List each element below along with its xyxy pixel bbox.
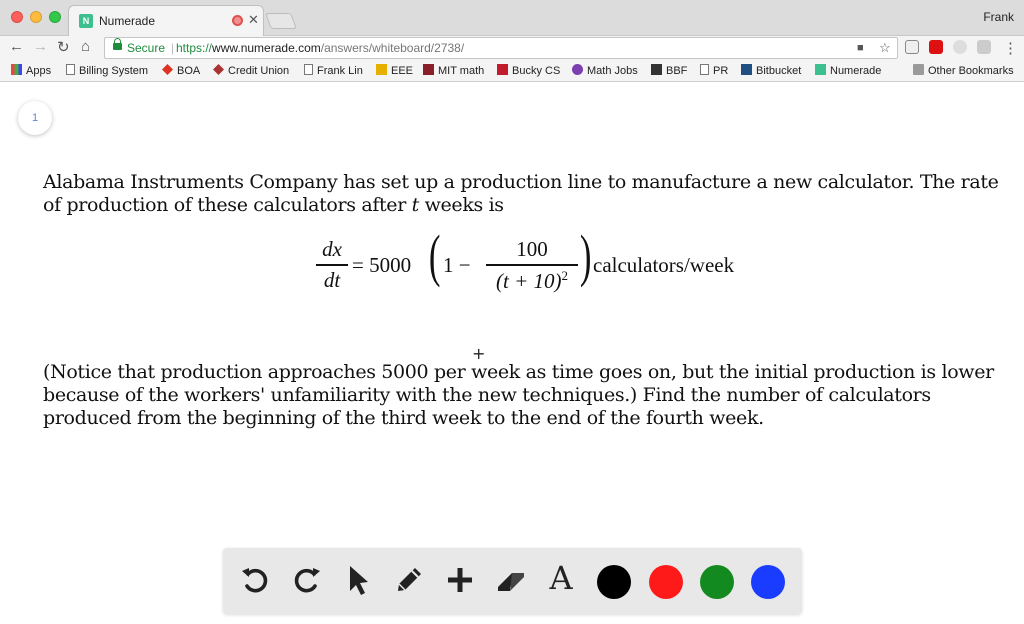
apps-grid-icon: [11, 64, 22, 75]
bookmark-credit-union[interactable]: Credit Union: [213, 64, 289, 77]
close-window-button[interactable]: [11, 11, 23, 23]
bookmarks-bar: [0, 60, 1024, 82]
formula-fraction-denominator: $(t + 10)^2$: [496, 268, 568, 293]
formula-lhs-numerator: dx: [322, 237, 342, 261]
formula-left-paren: (: [428, 223, 441, 288]
bookmark-pr[interactable]: PR: [700, 64, 728, 77]
bookmark-apps[interactable]: Apps: [11, 64, 51, 77]
url-scheme: https://: [176, 41, 213, 55]
eraser-icon[interactable]: [494, 562, 530, 598]
eee-icon: [376, 64, 387, 75]
math-jobs-icon: [572, 64, 583, 75]
lock-icon: [113, 43, 122, 50]
bookmark-bucky-cs[interactable]: Bucky CS: [497, 64, 560, 77]
folder-icon: [913, 64, 924, 75]
credit-union-icon: [213, 64, 224, 75]
tab-title: Numerade: [99, 14, 156, 28]
redo-icon[interactable]: [289, 562, 325, 598]
formula-units: calculators/week: [593, 253, 735, 277]
profile-name[interactable]: Frank: [983, 10, 1014, 24]
problem-notice: (Notice that production approaches 5000 per week as time goes on, but the initial production is lower because of the workers' unfamiliarity with the new techniques.) Find the number of calculators produced from the beginning of the third week to the end of the fourth week.: [43, 361, 994, 429]
extension-pocket-icon[interactable]: [905, 40, 919, 54]
formula-lhs-bar: [316, 264, 348, 266]
formula-right-paren: ): [579, 223, 592, 288]
back-arrow-icon[interactable]: ←: [9, 38, 24, 55]
tab-close-icon[interactable]: ✕: [248, 12, 259, 27]
zoom-window-button[interactable]: [49, 11, 61, 23]
url-path: /answers/whiteboard/2738/: [320, 41, 465, 55]
reload-icon[interactable]: ↻: [57, 39, 70, 56]
color-red-swatch[interactable]: [649, 565, 683, 599]
page-icon: [700, 64, 709, 75]
numerade-favicon-icon: N: [79, 14, 93, 28]
address-bar[interactable]: [104, 37, 898, 59]
url-host: www.numerade.com: [212, 41, 321, 55]
url-separator: |: [171, 41, 175, 55]
secure-label: Secure: [127, 41, 166, 55]
boa-icon: [162, 64, 173, 75]
page-icon: [304, 64, 313, 75]
minimize-window-button[interactable]: [30, 11, 42, 23]
drawing-toolbar: [223, 548, 802, 614]
bitbucket-icon: [741, 64, 752, 75]
color-blue-swatch[interactable]: [751, 565, 785, 599]
formula-lhs-denominator: dt: [323, 268, 341, 292]
pencil-icon[interactable]: [391, 562, 427, 598]
bookmark-boa[interactable]: BOA: [162, 64, 200, 77]
formula-one-minus: 1 −: [443, 253, 471, 277]
undo-icon[interactable]: [237, 562, 273, 598]
tab-recording-icon[interactable]: [232, 15, 243, 26]
bbf-icon: [651, 64, 662, 75]
browser-toolbar: [0, 36, 1024, 60]
bookmark-eee[interactable]: EEE: [376, 64, 413, 77]
bookmark-other-bookmarks[interactable]: Other Bookmarks: [913, 64, 1014, 77]
page-icon: [66, 64, 75, 75]
formula-equals-coefficient: = 5000: [352, 253, 412, 277]
bookmark-star-icon[interactable]: ☆: [879, 40, 891, 55]
bookmark-bitbucket[interactable]: Bitbucket: [741, 64, 801, 77]
crosshair-cursor-icon: +: [472, 344, 486, 363]
bookmark-billing-system[interactable]: Billing System: [66, 64, 148, 77]
add-plus-icon[interactable]: [442, 562, 478, 598]
color-green-swatch[interactable]: [700, 565, 734, 599]
bookmark-math-jobs[interactable]: Math Jobs: [572, 64, 638, 77]
url-text[interactable]: [176, 41, 464, 55]
problem-statement: Alabama Instruments Company has set up a production line to manufacture a new calculator. The rate of production of these calculators after t weeks is: [43, 171, 999, 216]
camera-icon[interactable]: ■: [857, 42, 864, 54]
bookmark-numerade[interactable]: Numerade: [815, 64, 881, 77]
whiteboard-canvas[interactable]: [0, 83, 1024, 624]
color-black-swatch[interactable]: [597, 565, 631, 599]
formula-fraction-numerator: 100: [516, 237, 548, 261]
select-arrow-icon[interactable]: [339, 562, 375, 598]
new-tab-button[interactable]: [265, 13, 297, 29]
extension-cast-icon[interactable]: [977, 40, 991, 54]
extension-s-icon[interactable]: [953, 40, 967, 54]
bookmark-bbf[interactable]: BBF: [651, 64, 687, 77]
extension-youtube-icon[interactable]: [929, 40, 943, 54]
bucky-icon: [497, 64, 508, 75]
page-number-badge[interactable]: 1: [18, 101, 52, 135]
bookmark-mit-math[interactable]: MIT math: [423, 64, 484, 77]
variable-t: t: [411, 194, 419, 216]
window-titlebar: [0, 0, 1024, 36]
mit-icon: [423, 64, 434, 75]
formula-fraction-bar: [486, 264, 578, 266]
bookmark-frank-lin[interactable]: Frank Lin: [304, 64, 363, 77]
home-icon[interactable]: ⌂: [81, 38, 91, 55]
forward-arrow-icon[interactable]: →: [33, 38, 48, 55]
numerade-icon: [815, 64, 826, 75]
rate-formula: [312, 223, 772, 303]
browser-tab-numerade[interactable]: [68, 5, 264, 36]
text-tool-icon[interactable]: A: [549, 559, 573, 597]
menu-kebab-icon[interactable]: ⋮: [1003, 40, 1018, 57]
